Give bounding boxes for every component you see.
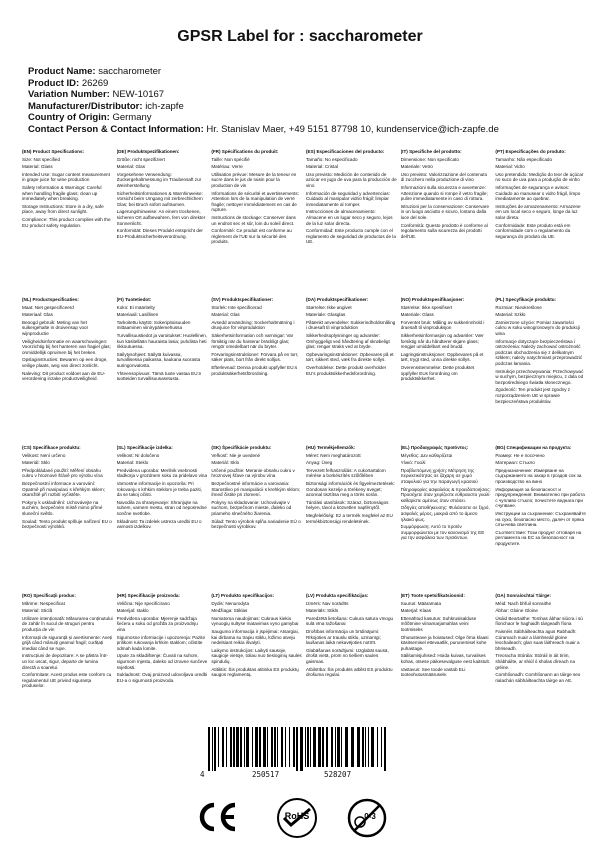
spec-line: Zgodność: Ten produkt jest zgodny z rozporządzeniem UE w sprawie bezpieczeństwa produktów. xyxy=(495,387,571,404)
spec-line: Informații de siguranță și avertismente: Aveți grijă când mânuiți geamul fragil; curățați imediat când se rupe. xyxy=(22,634,113,651)
spec-line: Ettenähtud kasutus: Suhkrusisalduse mõõtmine viinamarjamahlas veini tootmiseks xyxy=(400,615,477,632)
spec-line: Méret: Nem meghatározott xyxy=(305,452,361,458)
barcode-bar xyxy=(244,727,245,767)
spec-line: Paredzētā lietošana: Cukura satura vīnogu sulā vīna ražošanai xyxy=(305,615,394,627)
spec-line: Úsáid Beartaithe: Tomhas ábhar siúcra i sú fíonchaor le haghaidh táirgeadh fíona xyxy=(495,615,583,627)
barcode-bar xyxy=(313,727,316,767)
spec-line: Υλικό: Γυαλί xyxy=(400,460,426,466)
product-info xyxy=(28,66,588,136)
spec-line: Forventet bruk: Måling av sukkerinnhold i druesaft til vinproduksjon xyxy=(400,319,485,331)
ce-mark-icon xyxy=(194,800,240,834)
barcode-bar xyxy=(263,727,266,767)
spec-line: Conformidade: Este produto está em conformidade com o regulamento da segurança do produto da UE. xyxy=(495,222,571,239)
spec-line: Intended Use: Sugar content measurement in grape juice for wine production xyxy=(22,171,110,183)
spec-line: Tamanho: Não especificado xyxy=(495,156,553,162)
language-block xyxy=(117,295,208,443)
language-block xyxy=(117,443,208,591)
language-heading: (EN) Product Specifications: xyxy=(22,149,85,154)
barcode-bar xyxy=(357,727,360,767)
spec-line: Materiale: Glass xyxy=(400,312,434,318)
barcode-bar xyxy=(326,727,328,767)
spec-line: Konformität: Dieses Produkt entspricht der EU-Produktsicherheitsverordnung. xyxy=(116,228,203,239)
spec-line: Opslaginstructies: Bewaren op een droge, veilige plaats, weg van direct zonlicht. xyxy=(22,357,108,368)
spec-line: Säkerhetsinformation och varningar: Var försiktig när du hanterar bräckligt glas; rengör omedelbart när du bryter. xyxy=(211,332,294,350)
spec-line: Conformità: Questo prodotto è conforme al regolamento sulla sicurezza dei prodotti dell'UE. xyxy=(400,222,488,239)
language-block xyxy=(22,295,113,443)
spec-line: Súlad: Tento výrobok spĺňa nariadenie EÚ o bezpečnosti výrobkov. xyxy=(211,518,301,530)
spec-line: Velikost: Ni določeno xyxy=(116,452,160,458)
spec-line: Material: Glas xyxy=(116,164,145,170)
language-heading: (NO) Produktspesifikasjoner: xyxy=(400,297,465,302)
spec-line: Materiál: Sklo xyxy=(211,460,240,466)
language-block xyxy=(117,591,208,739)
barcode-bar xyxy=(236,727,239,767)
spec-line: Numatoma naudojimas: Cukraus kiekio vynuogių sultyse matavimas vyno gamybai xyxy=(211,615,299,627)
language-heading: (LV) Produkta specifikācijas: xyxy=(305,593,369,598)
spec-line: Pokyny k uskladnění: Uchovávejte na suchém, bezpečném místě mimo přímé sluneční světlo. xyxy=(22,499,103,516)
language-block xyxy=(401,147,492,295)
spec-line: Utilizare intenționată: Măsurarea conținutului de zahăr în sucul de struguri pentru producția de vin xyxy=(22,615,113,632)
barcode-bar xyxy=(246,727,249,767)
language-heading: (FR) Spécifications du produit: xyxy=(211,149,279,154)
spec-line: Faisnéis Sábháilteachta agus Rabhadh: Cúramach nuair a láimhseáil gloine leochaileach; glan suas láithreach nuair a bhriseadh. xyxy=(495,628,580,651)
info-value: ich-zapfe xyxy=(145,100,184,112)
info-row xyxy=(28,66,588,78)
barcode-bar xyxy=(289,727,290,767)
language-heading: (PL) Specyfikacje produktu: xyxy=(495,297,557,302)
spec-line: Matériau: Verre xyxy=(211,164,243,170)
spec-line: Προβλεπόμενη χρήση: Μέτρηση της περιεκτικότητας σε ζάχαρη σε χυμό σταφυλιού για την παραγωγή κρασιού xyxy=(400,467,478,484)
spec-line: Conformitate: Acest produs este conform cu regulamentul UE privind siguranța produselor. xyxy=(22,672,112,689)
barcode-bar xyxy=(351,727,354,767)
barcode-bar xyxy=(230,727,232,767)
spec-line: Materiale: Glasglas xyxy=(305,312,346,318)
spec-line: Material: Glass xyxy=(22,164,53,170)
spec-line: Určené použitie: Meranie obsahu cukru v hroznovej šťave na výrobu vína xyxy=(211,467,295,479)
spec-line: Medžiaga: Stiklas xyxy=(211,608,248,614)
spec-line: Informacje dotyczące bezpieczeństwa i ostrzeżenia: Należy zachować ostrożność podczas obchodzenia się z delikatnym szkłem; należy natychmiast przeprowadzić podczas łamania. xyxy=(495,338,583,366)
language-heading: (EL) Προδιαγραφές προϊόντος: xyxy=(400,445,469,450)
spec-line: Materiał: Szkło xyxy=(495,312,526,318)
spec-line: Tárolási utasítások: Száraz, biztonságos helyen, távol a közvetlen napfénytől. xyxy=(305,499,389,511)
language-heading: (GA) Sonraíochtaí Táirge: xyxy=(495,593,551,598)
spec-line: Veľkosť: Nie je uvedené xyxy=(211,452,261,458)
spec-line: Sicherheitsinformationen & Warnhinweise: Vorsicht beim Umgang mit zerbrechlichem Glas; bei Bruch sofort aufräumen. xyxy=(116,190,203,207)
language-heading: (SL) Specifikacije izdelka: xyxy=(116,445,173,450)
spec-line: Anyag: Üveg xyxy=(305,460,333,466)
spec-line: Tervezett felhasználás: A cukortartalom mérése a borkészítés szőlőlében xyxy=(305,467,386,479)
barcode-digits-left: 250517 xyxy=(252,770,280,779)
spec-line: Material: Steklo xyxy=(116,460,149,466)
spec-line: Maat: Niet gespecificeerd xyxy=(22,304,74,310)
spec-line: Material: Glas xyxy=(211,312,240,318)
spec-line: Bezpečnostné informácie a varovania: Starostlivo pri manipulácii s krehkým sklom; ihneď čistite pri zlomení. xyxy=(211,480,301,498)
spec-line: Sigurnosne informacije i upozorenja: Pazite prilikom rukovanja krhkim staklom; očistite odmah kada lomite. xyxy=(116,634,206,651)
language-heading: (NL) Productspecificaties: xyxy=(22,297,79,302)
barcode-bar xyxy=(310,727,311,767)
barcode-bar xyxy=(267,727,268,767)
spec-line: Instrukcje przechowywania: Przechowywać w suchym, bezpiecznym miejscu, z dala od bezpośredniego światła słonecznego. xyxy=(495,368,584,385)
info-value: 26269 xyxy=(81,77,109,89)
language-heading: (RO) Specificații produs: xyxy=(22,593,76,598)
barcode-bar xyxy=(331,727,333,767)
spec-line: Materiál: Sklo xyxy=(22,460,50,466)
language-block xyxy=(211,591,302,739)
language-heading: (DE) Produktspezifikationen: xyxy=(116,149,180,154)
barcode-bar xyxy=(281,727,283,767)
svg-text:0-3: 0-3 xyxy=(364,812,376,821)
spec-line: Zamierzone użycie: Pomiar zawartości cukru w soku winogronowym do produkcji wina xyxy=(495,319,581,336)
spec-line: Varnostne informacije in opozorila: Pri rokovanju s krhkim steklom je treba paziti, da se takoj očisti. xyxy=(116,480,202,498)
spec-line: Size: Not specified xyxy=(22,156,61,162)
barcode-bar xyxy=(226,727,227,767)
language-block xyxy=(495,295,586,443)
spec-line: Yhteensopivuus: Tämä tuote vastaa EU:n tuotteiden turvallisuusasetusta. xyxy=(116,370,202,382)
language-block xyxy=(401,295,492,443)
spec-line: Materiāls: Stikls xyxy=(305,608,339,614)
language-block xyxy=(211,443,302,591)
language-heading: (SK) Špecifikácie produktu: xyxy=(211,445,272,450)
spec-line: Vastavus: See toode vastab ELi tooteohutusmäärusele. xyxy=(400,666,466,678)
language-block xyxy=(306,295,397,443)
spec-line: Méid: Nach bhfuil sonraithe xyxy=(495,600,551,606)
info-value: NEW-10167 xyxy=(112,89,165,101)
info-value: Hr. Stanislav Maer, +49 5151 87798 10, kundenservice@ich-zapfe.de xyxy=(206,123,499,135)
spec-line: Størrelse: Ikke angivet xyxy=(305,304,352,310)
spec-line: Tarkoitettu käyttö: Sokeripitoisuuden mittaaminen viinirypälemehussa xyxy=(116,319,191,331)
language-heading: (ET) Toote spetsifikatsioonid: xyxy=(400,593,465,598)
language-block xyxy=(22,443,113,591)
language-block xyxy=(495,147,586,295)
spec-line: Avsedd användning: Sockerhaltmätning i druvjuice för vinproduktion xyxy=(211,319,295,331)
spec-line: Συμμόρφωση: Αυτό το προϊόν συμμορφώνεται με τον κανονισμό της ΕΕ για την ασφάλεια των προϊόντων. xyxy=(400,524,485,541)
barcode-bar xyxy=(233,727,235,767)
barcode-bar xyxy=(300,727,303,771)
spec-line: Ábhar: Gloine Gloine xyxy=(495,608,538,614)
spec-line: Informations de sécurité et avertissements: Attention lors de la manipulation de verre fragile; nettoyer immédiatement en cas de rupture. xyxy=(211,190,299,213)
compliance-symbols xyxy=(0,800,600,840)
spec-line: Overholdelse: Dette produkt overholder EU's produktsikkerhedsforordning. xyxy=(305,364,387,376)
spec-line: Säilitamisjuhised: Hoida kuivas, turvalises kohas, otsese päikesevalguse eest kaitstult. xyxy=(400,653,491,664)
barcode-bar xyxy=(277,727,278,767)
spec-line: Materjal: Klaas xyxy=(400,608,432,614)
language-heading: (LT) Produkto specifikacijos: xyxy=(211,593,275,598)
spec-line: Μέγεθος: Δεν καθορίζεται xyxy=(400,452,453,458)
spec-line: Storlek: Inte specificerad xyxy=(211,304,262,310)
spec-line: Skladnost: Ta izdelek ustreza uredbi EU o varnosti izdelkov. xyxy=(116,518,202,530)
spec-line: Veiligheidsinformatie en waarschuwingen: Voorzichtig bij het hanteren van fragiel glas; onmiddellijk opruimen bij het breken. xyxy=(22,338,111,355)
spec-line: Předpokládané použití: Měření obsahu cukru v hroznové šťávě pro výrobu vína xyxy=(22,467,103,479)
spec-line: Material: Vidro xyxy=(495,164,525,170)
spec-line: Conformidad: Este producto cumple con el reglamento de seguridad de productos de la UE. xyxy=(305,228,396,245)
barcode-bar xyxy=(368,727,369,767)
spec-line: Mărime: Nespecificat xyxy=(22,600,65,606)
spec-line: Opbevaringsinstruktioner: Opbevares på et tørt, sikkert sted, væk fra direkte sollys. xyxy=(305,351,394,363)
info-label: Country of Origin: xyxy=(28,112,110,124)
spec-line: Drošības informācija un brīdinājumi: Rīkojoties ar trauslu stiklu, uzmanīgi; laušanas laikā nekavējoties notīrīt. xyxy=(305,628,381,646)
spec-line: Material: Sticlă xyxy=(22,608,53,614)
spec-line: Overensstemmelse: Dette produktet oppfyller EUs forordning om produktsikkerhet. xyxy=(400,364,475,382)
spec-line: Naleving: Dit product voldoet aan de EU-verordening inzake productveiligheid. xyxy=(22,370,106,382)
language-block xyxy=(22,147,113,295)
info-label: Product Name: xyxy=(28,66,96,77)
barcode-bar xyxy=(212,727,213,771)
language-block xyxy=(306,591,397,739)
spec-line: Saugumo informacija ir įspėjimai: Atsargiai, kai dirbama su trapiu stiklu, lūžimo atveju nedelsiant reikia išvalyti. xyxy=(211,628,299,646)
barcode-bar xyxy=(381,727,382,767)
barcode-bar xyxy=(341,727,342,767)
language-heading: (DA) Produktspecifikationer: xyxy=(305,297,369,302)
info-value: Germany xyxy=(112,112,152,124)
language-block xyxy=(117,147,208,295)
ean-barcode xyxy=(198,727,398,779)
spec-line: Storage Instructions: Store in a dry, safe place, away from direct sunlight. xyxy=(22,203,104,215)
spec-line: Förvaringsinstruktioner: Förvara på en torr, säker plats, bort från direkt solljus. xyxy=(211,351,299,363)
language-block xyxy=(401,591,492,739)
spec-line: Tamaño: No especificado xyxy=(305,156,358,162)
spec-line: Materijal: staklo xyxy=(116,608,149,614)
spec-line: Treoracha Stórála: Stóráil in áit tirim, shábháilte, ar shiúl ó sholas díreach na gréine. xyxy=(495,653,576,670)
spec-line: Sikkerhetsinformasjon og advarsler: Vær forsiktig når du håndterer skjøre glass; rengjør umiddelbart ved brudd. xyxy=(400,332,484,350)
spec-line: Informazioni sulla sicurezza e avvertenze: Attenzione quando si rompe il vetro fragile; pulire immediatamente in caso di rottura. xyxy=(400,184,488,202)
info-label: Contact Person & Contact Information: xyxy=(28,123,204,135)
language-block xyxy=(306,147,397,295)
spec-line: Velikost: Není určeno xyxy=(22,452,66,458)
language-heading: (CS) Specifikace produktu: xyxy=(22,445,81,450)
spec-line: Atbilstība: Šis produkts atbilst ES produktu drošuma regulai. xyxy=(305,666,393,678)
spec-line: Lagerungshinweise: An einem trockenen, sicheren Ort aufbewahren, fern von direkter Sonnenlicht. xyxy=(116,209,206,226)
barcode-bar xyxy=(208,727,210,771)
spec-line: Материал: Стъкло xyxy=(495,460,535,466)
spec-line: Taille: Non spécifié xyxy=(211,156,250,162)
language-block xyxy=(401,443,492,591)
info-row xyxy=(28,78,588,90)
barcode-bar xyxy=(296,727,298,771)
barcode-bar xyxy=(293,727,295,767)
spec-line: Upute za skladištenje: Čuvati na suhom, sigurnom mjestu, daleko od izravne sunčeve svjetlosti. xyxy=(116,653,208,670)
barcode-bar xyxy=(371,727,374,767)
spec-line: Lagringsinstruksjoner: Oppbevares på et tørt, trygt sted, unna direkte sollys. xyxy=(400,351,484,363)
spec-line: Efterlevnad: Denna produkt uppfyller EU:s produktsäkerhetsförordning. xyxy=(211,364,298,376)
language-grid xyxy=(22,147,586,739)
barcode-bar xyxy=(377,727,378,767)
spec-line: Съответствие: Този продукт отговаря на регламента на ЕС за безопасност на продуктите. xyxy=(495,529,582,546)
barcode-bar xyxy=(335,727,336,767)
spec-line: Bezpečnostní informace a varování: Opatrně při manipulaci s křehkým sklem; okamžitě při rozbití vyčistěte. xyxy=(22,480,105,498)
spec-line: Πληροφορίες ασφαλείας & προειδοποιήσεις: Προσέχετε όταν χειρίζεστε εύθραυστο γυαλί· καθαρίστε αμέσως όταν σπάσει. xyxy=(400,486,491,503)
spec-line: Uso pretendido: Medição do teor de açúcar no suco de uva para a produção de vinho xyxy=(495,171,584,183)
spec-line: Ohutusteave ja hoiatused: Olge õrna klaasi käsitsemisel ettevaatlik, purunemisel kohe puhastage. xyxy=(400,634,489,651)
barcode-bar xyxy=(345,727,348,767)
barcode-digit-first: 4 xyxy=(200,770,205,779)
language-heading: (FI) Tuotetiedot: xyxy=(116,297,152,302)
barcode-bar xyxy=(259,727,261,767)
spec-line: Veličina: Nije specificirano xyxy=(116,600,170,606)
spec-line: Påtænkt anvendelse: Sukkerindholdsmåling i druesaft til vinproduktion xyxy=(305,319,396,331)
spec-line: Størrelse: Ikke spesifisert xyxy=(400,304,453,310)
spec-line: Предназначение: Измерване на съдържанието на захар в гроздов сок за производство на вино xyxy=(495,467,582,484)
info-row xyxy=(28,101,588,113)
barcode-bar xyxy=(318,727,321,767)
spec-line: Dydis: Nenurodyta xyxy=(211,600,250,606)
spec-line: Instrucțiuni de depozitare: A se păstra într-un loc uscat, sigur, departe de lumina directă a soarelui. xyxy=(22,653,109,670)
barcode-bar xyxy=(365,727,366,767)
spec-line: Istruzioni per la conservazione: Conservare in un luogo asciutto e sicuro, lontano dalla luce del sole. xyxy=(400,203,490,220)
language-block xyxy=(211,295,302,443)
language-heading: (PT) Especificações do produto: xyxy=(495,149,566,154)
spec-line: Megfelelőség: Ez a termék megfelel az EU termékbiztonsági rendeletének. xyxy=(305,512,393,524)
spec-line: Uso previsto: Medición de contenido de azúcar en jugo de uva para la producción de vino xyxy=(305,171,397,188)
spec-line: Instrucciones de almacenamiento: Almacene en un lugar seco y seguro, lejos de la luz solar directa. xyxy=(305,209,393,226)
language-heading: (HR) Specifikacije proizvoda: xyxy=(116,593,180,598)
spec-line: Material: Cristal xyxy=(305,164,338,170)
spec-line: Predvidena uporaba: Merilnik vsebnosti sladkorja v grozdnem soku za pridelavo vina xyxy=(116,467,208,479)
language-block xyxy=(211,147,302,295)
info-label: Product ID: xyxy=(28,77,80,89)
spec-line: Safety Information & Warnings: Careful when handling fragile glass; clean up immediately when breaking. xyxy=(22,184,102,202)
barcode-bar xyxy=(214,727,216,771)
spec-line: Dimensione: Non specificato xyxy=(400,156,459,162)
barcode-bar xyxy=(362,727,364,767)
spec-line: Materiale: Vetro xyxy=(400,164,433,170)
language-block xyxy=(495,443,586,591)
spec-line: Información de seguridad y advertencias: Cuidado al manipular vidrio frágil; limpiar inmediatamente al romper. xyxy=(305,190,390,207)
spec-line: Beoogd gebruik: Meting van het suikergehalte in druivensap voor wijnproductie xyxy=(22,319,89,336)
spec-line: Pokyny na skladovanie: Uchovávajte v suchom, bezpečnom mieste, ďaleko od priameho slnečného žiarenia. xyxy=(211,499,292,516)
spec-line: Uso previsto: Valorizzazione del contenuto di zucchero nella produzione di vino xyxy=(400,171,488,183)
barcode-bar xyxy=(305,727,306,767)
barcode-bar xyxy=(337,727,340,767)
spec-line: Размер: Не е посочено xyxy=(495,452,545,458)
spec-line: Säilytysohjeet: Säilytä kuivassa, turvallisessa paikassa, kaukana suorasta auringonvalosta. xyxy=(116,351,201,368)
svg-text:RoHS: RoHS xyxy=(284,811,310,821)
spec-line: Instruções de armazenamento: Armazene em um local seco e seguro, longe da luz solar direta. xyxy=(495,203,581,220)
spec-line: Glabāšanas norādījumi: Uzglabāt sausā, drošā vietā, prom no tiešiem saules gaismas. xyxy=(305,647,389,664)
language-heading: (HU) Termékjellemzők: xyxy=(305,445,356,450)
info-row xyxy=(28,89,588,101)
spec-line: Laikymo instrukcijos: Laikyti sausoje, saugioje vietoje, toliau nuo tiesioginių saulės spindulių. xyxy=(211,647,302,664)
spec-line: Rozmiar: Nieokreślone xyxy=(495,304,542,310)
barcode-bars xyxy=(198,727,398,771)
spec-line: Utilisation prévue: Mesure de la teneur en sucre dans le jus de raisin pour la production de vin xyxy=(211,171,297,188)
spec-line: Compliance: This product complies with the EU product safety regulation. xyxy=(22,216,111,228)
barcode-bar xyxy=(252,727,253,767)
barcode-bar xyxy=(285,727,286,767)
spec-line: Informações de segurança e avisos: Cuidado ao manusear o vidro frágil, limpo imediatamente ao quebrar. xyxy=(495,184,581,202)
spec-line: Comhlíonadh: Comhlíonann an táirge seo rialachán sábháilteachta táirge an AE. xyxy=(495,672,581,683)
spec-line: Οδηγίες αποθήκευσης: Φυλάσσετε σε ξηρό, ασφαλές μέρος, μακριά από το άμεσο ηλιακό φως. xyxy=(400,505,490,522)
spec-line: Sikkerhedsoplysninger og advarsler: Omhyggeligt ved håndtering af skrøbeligt glas; rengør straks ved at bryde. xyxy=(305,332,390,350)
spec-line: Информация за безопасност и предупреждения: Внимателно при работа с чупливо стъкло; почистете веднага при счупване. xyxy=(495,486,585,509)
info-label: Variation Number: xyxy=(28,89,110,101)
age-warning-icon xyxy=(346,797,388,839)
language-heading: (ES) Especificaciones del producto: xyxy=(305,149,385,154)
spec-line: Predviđena uporaba: Mjerenje sadržaja šećera u soku od grožđa za proizvodnju vina xyxy=(116,615,198,632)
barcode-bar xyxy=(255,727,258,767)
spec-line: Materiaali: Lasillinen xyxy=(116,312,159,318)
info-label: Manufacturer/Distributor: xyxy=(28,100,143,112)
info-row xyxy=(28,124,588,136)
spec-line: Turvallisuustiedot ja varoitukset: Huolellinen, kun käsitellään hauraista lasia; puhdista heti rikkoutuessa. xyxy=(116,332,208,350)
barcode-bar xyxy=(307,727,309,767)
language-block xyxy=(495,591,586,739)
language-heading: (IT) Specifiche del prodotto: xyxy=(400,149,462,154)
spec-line: Vorgesehene Verwendung: Zuckergehaltmessung im Traubensaft zur Weinherstellung xyxy=(116,171,202,188)
barcode-bar xyxy=(218,727,219,767)
spec-line: Suurus: Määramata xyxy=(400,600,441,606)
spec-line: Materiaal: Glas xyxy=(22,312,53,318)
barcode-bar xyxy=(322,727,324,767)
spec-line: Conformité: Ce produit est conforme au règlement de l'UE sur la sécurité des produits. xyxy=(211,228,292,245)
info-row xyxy=(28,112,588,124)
spec-line: Koko: Ei määritelty xyxy=(116,304,155,310)
barcode-bar xyxy=(384,727,386,771)
spec-line: Инструкции за съхранение: Съхранявайте на сухо, безопасно място, далеч от пряка слънчева светлина. xyxy=(495,510,586,528)
language-block xyxy=(22,591,113,739)
barcode-bar xyxy=(240,727,242,767)
spec-line: Navodila za shranjevanje: Shranjujte na suhem, varnem mestu, stran od neposredne sončne svetlobe. xyxy=(116,499,207,516)
barcode-bar xyxy=(271,727,273,767)
spec-line: Instructions de stockage: Conserver dans un endroit sec et sûr, loin du soleil direct. xyxy=(211,214,296,226)
spec-line: Atitiktis: Šis produktas atitinka ES produktų saugos reglamentą. xyxy=(211,666,299,678)
info-value: saccharometer xyxy=(98,66,162,77)
spec-line: Größe: nicht spezifiziert xyxy=(116,156,165,162)
language-block xyxy=(306,443,397,591)
barcode-bar xyxy=(222,727,224,767)
language-heading: (SV) Produktspecifikationer: xyxy=(211,297,274,302)
spec-line: Biztonsági információk és figyelmeztetések: Gondosan kezelje a törékeny üveget; azonnal tisztítsa meg a törés során. xyxy=(305,480,395,498)
spec-line: Soulad: Tento produkt splňuje nařízení EU o bezpečnosti výrobků. xyxy=(22,518,112,530)
barcode-bar xyxy=(274,727,276,767)
spec-line: Izmērs: Nav norādīts xyxy=(305,600,349,606)
spec-line: Sukladnost: Ovaj proizvod udovoljava uredbi EU-a o sigurnosti proizvoda. xyxy=(116,672,208,683)
barcode-digits-right: 528207 xyxy=(324,770,352,779)
page-title: GPSR Label for : saccharometer xyxy=(177,28,423,45)
language-heading: (BG) Спецификации на продукта: xyxy=(495,445,572,450)
rohs-icon xyxy=(276,797,318,839)
